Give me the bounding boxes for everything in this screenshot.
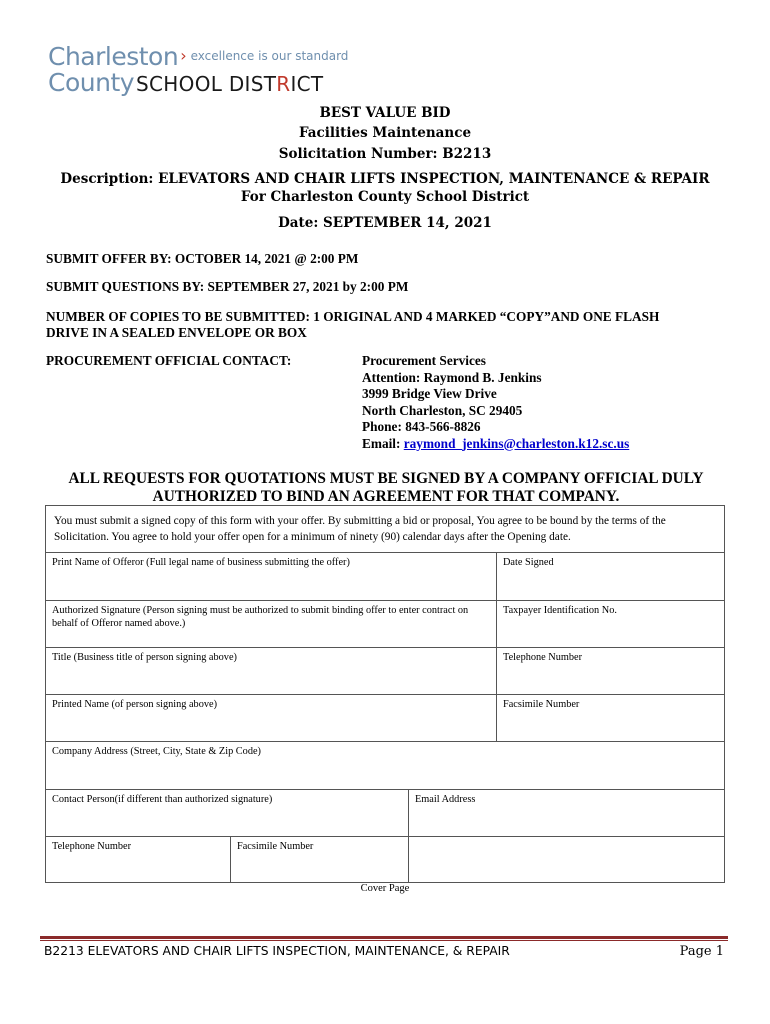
blank-field[interactable] <box>409 836 724 883</box>
page-number: Page 1 <box>679 944 724 959</box>
contact-email-link[interactable]: raymond_jenkins@charleston.k12.sc.us <box>403 435 630 451</box>
logo-line-2 <box>48 68 323 97</box>
department-title: Facilities Maintenance <box>298 125 472 141</box>
date-signed-field[interactable]: Date Signed <box>503 557 554 568</box>
procurement-contact-label: PROCUREMENT OFFICIAL CONTACT: <box>46 353 292 368</box>
issue-date: Date: SEPTEMBER 14, 2021 <box>278 215 492 231</box>
signature-notice <box>46 470 726 506</box>
submit-questions-by: SUBMIT QUESTIONS BY: SEPTEMBER 27, 2021 by 2:00 PM <box>46 279 409 294</box>
copies-line-1: NUMBER OF COPIES TO BE SUBMITTED: 1 ORIGINAL AND 4 MARKED “COPY”AND ONE FLASH <box>46 309 660 324</box>
contact-telephone-field[interactable]: Telephone Number <box>52 841 132 852</box>
district-logo <box>48 42 368 98</box>
form-intro: You must submit a signed copy of this form with your offer. By submitting a bid or proposal, You agree to be bound by the terms of the Solicitation. You agree to hold your offer open for a minimum of ninety (90) calendar days after the Opening date. <box>54 515 666 543</box>
procurement-contact-block <box>362 353 629 452</box>
logo-tagline: excellence is our standard <box>190 49 349 63</box>
taxpayer-id-field[interactable]: Taxpayer Identification No. <box>503 605 617 616</box>
contact-email-label: Email: <box>362 435 404 451</box>
contact-phone: Phone: 843-566-8826 <box>362 419 481 434</box>
logo-school-red-letter: R <box>276 72 291 96</box>
contact-attention: Attention: Raymond B. Jenkins <box>362 369 542 385</box>
title-field[interactable]: Title (Business title of person signing above) <box>52 652 237 663</box>
facsimile-number-field[interactable]: Facsimile Number <box>503 699 580 710</box>
contact-office: Procurement Services <box>362 353 486 368</box>
chevron-right-icon: › <box>180 46 187 65</box>
notice-line-2: AUTHORIZED TO BIND AN AGREEMENT FOR THAT COMPANY. <box>152 488 620 505</box>
printed-name-field[interactable]: Printed Name (of person signing above) <box>52 699 217 710</box>
logo-charleston: Charleston <box>48 42 179 71</box>
email-address-field[interactable]: Email Address <box>415 794 476 805</box>
contact-facsimile-field[interactable]: Facsimile Number <box>237 841 314 852</box>
description-title: Description: ELEVATORS AND CHAIR LIFTS INSPECTION, MAINTENANCE & REPAIR <box>60 171 710 187</box>
footer-title: B2213 ELEVATORS AND CHAIR LIFTS INSPECTION, MAINTENANCE, & REPAIR <box>44 944 510 958</box>
footer-rule <box>40 936 728 939</box>
cover-page-label: Cover Page <box>360 883 410 894</box>
telephone-number-field[interactable]: Telephone Number <box>503 652 583 663</box>
copies-required <box>46 309 726 341</box>
logo-county: County <box>48 68 135 97</box>
logo-school-suffix: ICT <box>290 72 324 96</box>
notice-line-1: ALL REQUESTS FOR QUOTATIONS MUST BE SIGNED BY A COMPANY OFFICIAL DULY <box>68 470 704 487</box>
logo-school-district <box>136 72 323 96</box>
solicitation-number: Solicitation Number: B2213 <box>278 146 492 162</box>
bid-type-title: BEST VALUE BID <box>319 105 451 121</box>
submit-offer-by: SUBMIT OFFER BY: OCTOBER 14, 2021 @ 2:00 PM <box>46 251 359 266</box>
contact-city: North Charleston, SC 29405 <box>362 402 523 418</box>
copies-line-2: DRIVE IN A SEALED ENVELOPE OR BOX <box>46 325 307 340</box>
logo-line-1 <box>48 42 348 71</box>
logo-school-prefix: SCHOOL DIST <box>136 72 277 96</box>
print-name-field[interactable]: Print Name of Offeror (Full legal name of business submitting the offer) <box>52 557 350 568</box>
contact-email-row <box>362 436 629 453</box>
contact-person-field[interactable]: Contact Person(if different than authorized signature) <box>52 794 273 805</box>
authorized-signature-field[interactable]: Authorized Signature (Person signing must be authorized to submit binding offer to enter contract on behalf of Offeror named above.) <box>52 605 469 629</box>
offeror-form <box>45 505 725 883</box>
for-line: For Charleston County School District <box>240 189 530 205</box>
company-address-field[interactable]: Company Address (Street, City, State & Zip Code) <box>52 746 261 757</box>
footer-rule-thin <box>40 940 728 941</box>
contact-street: 3999 Bridge View Drive <box>362 386 497 401</box>
